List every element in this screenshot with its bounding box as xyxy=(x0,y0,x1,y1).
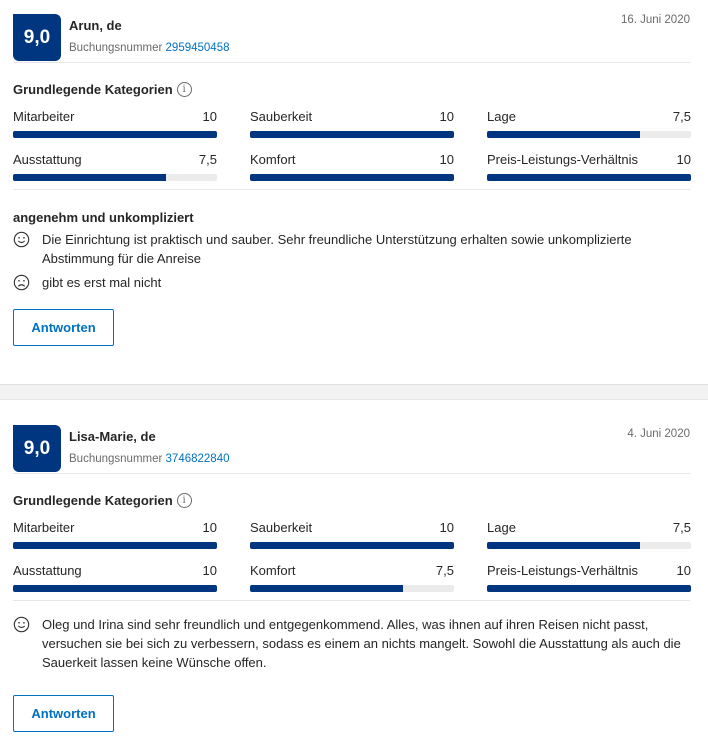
reviewer-info xyxy=(69,425,230,465)
category-bar xyxy=(13,542,217,549)
category-bar-fill xyxy=(250,542,454,549)
category-bar-fill xyxy=(250,174,454,181)
category-bar xyxy=(13,585,217,592)
review-header xyxy=(13,14,690,62)
reviewer-name: Lisa-Marie, de xyxy=(69,429,156,444)
smiley-face-icon xyxy=(13,231,30,248)
category-item xyxy=(13,109,217,138)
category-value: 10 xyxy=(439,152,454,167)
category-bar xyxy=(250,174,454,181)
category-value: 7,5 xyxy=(672,109,691,124)
review-title: angenehm und unkompliziert xyxy=(13,210,194,225)
category-value: 7,5 xyxy=(672,520,691,535)
category-bar xyxy=(13,131,217,138)
category-item xyxy=(487,563,691,592)
review-separator xyxy=(0,384,708,400)
category-label: Ausstattung xyxy=(13,152,82,167)
review-date: 16. Juni 2020 xyxy=(620,14,690,26)
category-value: 10 xyxy=(202,563,217,578)
booking-number-link[interactable]: 3746822840 xyxy=(165,453,230,465)
category-bar xyxy=(250,131,454,138)
category-value: 10 xyxy=(439,520,454,535)
positive-text: Oleg und Irina sind sehr freundlich und entgegenkommend. Alles, was ihnen auf ihren Reisen nicht passt, versuchen sie bei sich zu verbessern, sodass es einem an nichts mangelt. Sowohl die Ausstattung als auch die Sauerkeit lassen keine Wünsche offen. xyxy=(42,617,681,670)
category-value: 10 xyxy=(676,563,691,578)
category-bar xyxy=(487,131,691,138)
category-value: 10 xyxy=(202,109,217,124)
categories-heading xyxy=(13,82,690,97)
score-badge: 9,0 xyxy=(13,425,61,472)
category-bar-fill xyxy=(487,585,691,592)
category-bar-fill xyxy=(487,174,691,181)
category-item xyxy=(250,520,454,549)
category-item xyxy=(487,109,691,138)
category-value: 7,5 xyxy=(435,563,454,578)
category-item xyxy=(487,520,691,549)
booking-number-link[interactable]: 2959450458 xyxy=(165,42,230,54)
category-grid xyxy=(13,109,690,181)
booking-label: Buchungsnummer xyxy=(69,42,163,54)
category-label: Lage xyxy=(487,109,516,124)
category-item xyxy=(13,563,217,592)
category-bar xyxy=(13,174,217,181)
info-icon[interactable]: i xyxy=(177,493,192,508)
category-bar-fill xyxy=(487,131,640,138)
negative-text: gibt es erst mal nicht xyxy=(42,275,162,290)
category-label: Mitarbeiter xyxy=(13,109,75,124)
category-grid xyxy=(13,520,690,592)
category-item xyxy=(13,520,217,549)
categories-title: Grundlegende Kategorien xyxy=(13,82,173,97)
booking-label: Buchungsnummer xyxy=(69,453,163,465)
category-value: 10 xyxy=(439,109,454,124)
positive-comment xyxy=(13,230,690,268)
category-bar-fill xyxy=(250,131,454,138)
category-label: Mitarbeiter xyxy=(13,520,75,535)
category-item xyxy=(250,152,454,181)
positive-comment xyxy=(13,615,690,672)
review-card xyxy=(0,400,708,754)
category-label: Lage xyxy=(487,520,516,535)
reviewer-info xyxy=(69,14,230,54)
divider xyxy=(13,473,690,474)
divider xyxy=(13,600,690,601)
positive-text: Die Einrichtung ist praktisch und sauber. Sehr freundliche Unterstützung erhalten sowie unkomplizierte Abstimmung für die Anreise xyxy=(42,232,632,266)
category-bar-fill xyxy=(13,542,217,549)
category-bar-fill xyxy=(487,542,640,549)
categories-title: Grundlegende Kategorien xyxy=(13,493,173,508)
category-bar xyxy=(487,542,691,549)
info-icon[interactable]: i xyxy=(177,82,192,97)
review-date: 4. Juni 2020 xyxy=(627,428,690,440)
booking-number-line xyxy=(69,42,230,54)
category-item xyxy=(250,563,454,592)
category-bar xyxy=(487,174,691,181)
divider xyxy=(13,189,690,190)
reviewer-name: Arun, de xyxy=(69,18,122,33)
category-value: 10 xyxy=(676,152,691,167)
category-bar-fill xyxy=(13,174,166,181)
score-badge: 9,0 xyxy=(13,14,61,61)
category-bar xyxy=(487,585,691,592)
category-bar xyxy=(250,542,454,549)
category-label: Preis-Leistungs-Verhältnis xyxy=(487,152,639,167)
category-label: Preis-Leistungs-Verhältnis xyxy=(487,563,639,578)
category-bar xyxy=(250,585,454,592)
category-label: Sauberkeit xyxy=(250,109,313,124)
reply-button[interactable]: Antworten xyxy=(13,695,114,732)
category-label: Komfort xyxy=(250,152,296,167)
category-item xyxy=(250,109,454,138)
category-label: Komfort xyxy=(250,563,296,578)
category-item xyxy=(487,152,691,181)
smiley-face-icon xyxy=(13,616,30,633)
category-bar-fill xyxy=(13,585,217,592)
reply-button[interactable]: Antworten xyxy=(13,309,114,346)
category-bar-fill xyxy=(250,585,403,592)
sad-face-icon xyxy=(13,274,30,291)
review-header xyxy=(13,425,690,473)
category-bar-fill xyxy=(13,131,217,138)
divider xyxy=(13,62,690,63)
category-label: Ausstattung xyxy=(13,563,82,578)
category-value: 10 xyxy=(202,520,217,535)
category-label: Sauberkeit xyxy=(250,520,313,535)
negative-comment xyxy=(13,273,690,292)
category-value: 7,5 xyxy=(198,152,217,167)
booking-number-line xyxy=(69,453,230,465)
category-item xyxy=(13,152,217,181)
categories-heading xyxy=(13,493,690,508)
